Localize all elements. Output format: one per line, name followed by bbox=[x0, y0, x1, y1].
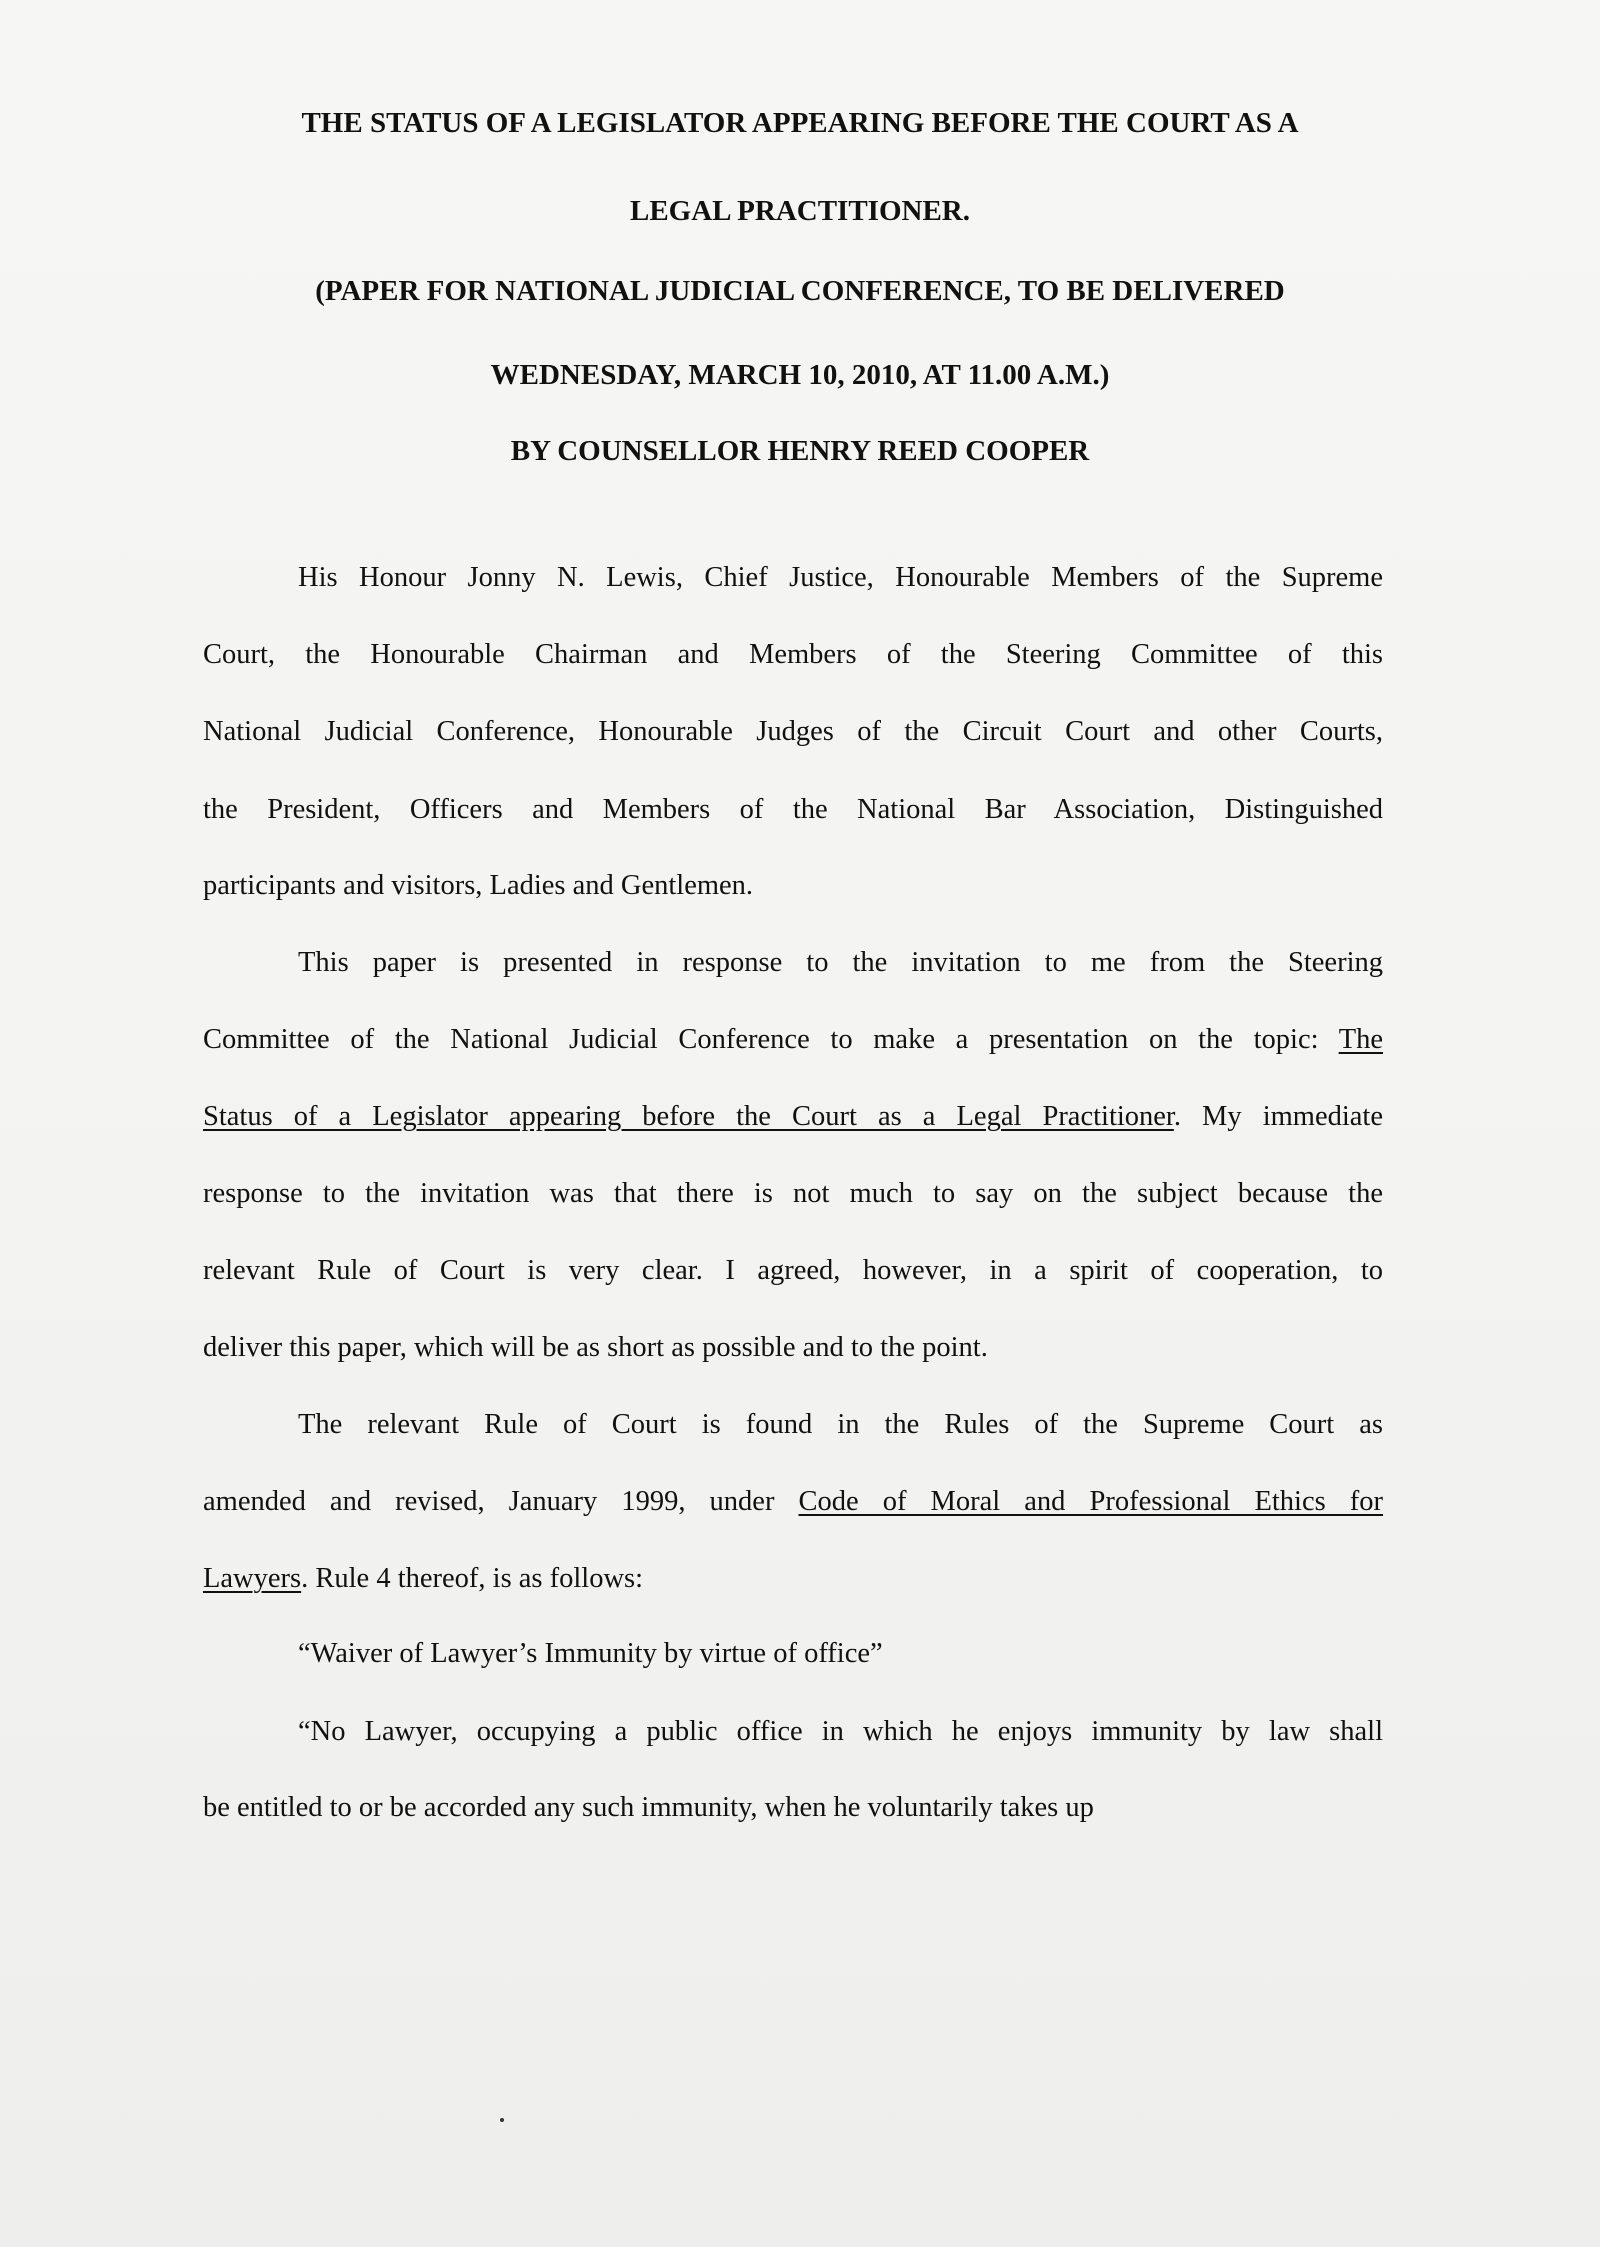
subtitle-line-1: (PAPER FOR NATIONAL JUDICIAL CONFERENCE, TO BE DELIVERED bbox=[315, 275, 1285, 307]
paragraph-line: His Honour Jonny N. Lewis, Chief Justice, Honourable Members of the Supreme bbox=[298, 562, 1383, 593]
line-text: . My immediate bbox=[1173, 1101, 1383, 1132]
paragraph-line: National Judicial Conference, Honourable Judges of the Circuit Court and other Courts, bbox=[203, 716, 1383, 747]
line-text: amended and revised, January 1999, under bbox=[203, 1486, 799, 1517]
paragraph-line: Court, the Honourable Chairman and Members of the Steering Committee of this bbox=[203, 639, 1383, 670]
title-line-1: THE STATUS OF A LEGISLATOR APPEARING BEFORE THE COURT AS A bbox=[301, 107, 1299, 139]
quote-heading: “Waiver of Lawyer’s Immunity by virtue of office” bbox=[298, 1638, 883, 1669]
line-text: . Rule 4 thereof, is as follows: bbox=[301, 1563, 644, 1594]
quote-line: be entitled to or be accorded any such immunity, when he voluntarily takes up bbox=[203, 1792, 1094, 1823]
paragraph-line: This paper is presented in response to the invitation to me from the Steering bbox=[298, 947, 1383, 978]
code-title-underlined: Code of Moral and Professional Ethics for bbox=[798, 1486, 1383, 1517]
code-title-underlined: Lawyers bbox=[203, 1563, 302, 1594]
paragraph-line bbox=[203, 1484, 1383, 1520]
paper-speck bbox=[500, 2118, 504, 2122]
paragraph-line: The relevant Rule of Court is found in the Rules of the Supreme Court as bbox=[298, 1409, 1383, 1440]
paragraph-line: participants and visitors, Ladies and Gentlemen. bbox=[203, 870, 754, 901]
paragraph-line: deliver this paper, which will be as short as possible and to the point. bbox=[203, 1332, 988, 1363]
title-line-2: LEGAL PRACTITIONER. bbox=[629, 195, 970, 227]
paragraph-line bbox=[203, 1561, 1383, 1597]
author-line: BY COUNSELLOR HENRY REED COOPER bbox=[510, 435, 1090, 467]
subtitle-line-2: WEDNESDAY, MARCH 10, 2010, AT 11.00 A.M.) bbox=[490, 359, 1110, 391]
line-text: Committee of the National Judicial Conference to make a presentation on the topic: bbox=[203, 1024, 1339, 1055]
paragraph-line bbox=[203, 1022, 1383, 1058]
paragraph-line: relevant Rule of Court is very clear. I agreed, however, in a spirit of cooperation, to bbox=[203, 1255, 1383, 1286]
quote-line: “No Lawyer, occupying a public office in which he enjoys immunity by law shall bbox=[298, 1716, 1383, 1747]
paragraph-line bbox=[203, 1099, 1383, 1135]
paragraph-line: the President, Officers and Members of the National Bar Association, Distinguished bbox=[203, 794, 1383, 825]
paragraph-line: response to the invitation was that there is not much to say on the subject because the bbox=[203, 1178, 1383, 1209]
topic-title-underlined: The bbox=[1338, 1024, 1383, 1055]
topic-title-underlined: Status of a Legislator appearing before the Court as a Legal Practitioner bbox=[203, 1101, 1174, 1132]
